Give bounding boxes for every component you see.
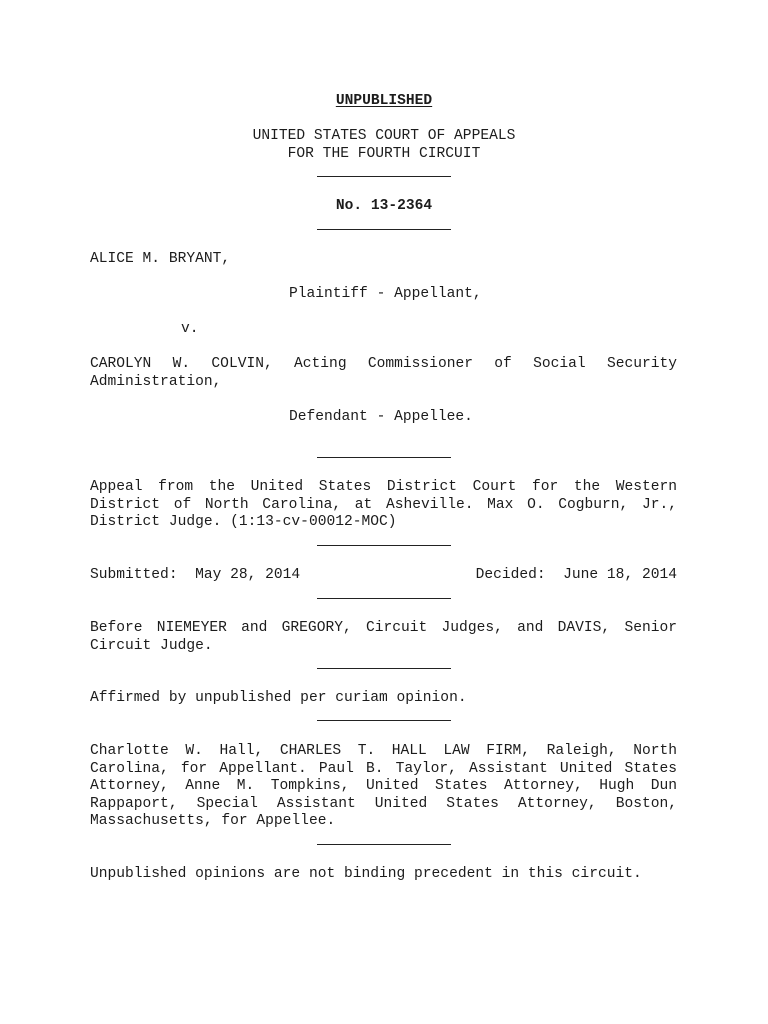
divider-rule <box>317 668 451 669</box>
counsel-line: Charlotte W. Hall, CHARLES T. HALL LAW FIRM, Raleigh, North <box>90 743 677 759</box>
appeal-line: District of North Carolina, at Asheville. Max O. Cogburn, Jr., <box>90 496 677 513</box>
court-name-line1: UNITED STATES COURT OF APPEALS <box>252 128 516 144</box>
appeal-line: District Judge. (1:13-cv-00012-MOC) <box>90 514 397 531</box>
divider-rule <box>317 457 451 458</box>
appeal-line: Appeal from the United States District Court for the Western <box>90 479 677 495</box>
divider-rule <box>317 598 451 599</box>
defendant-line: CAROLYN W. COLVIN, Acting Commissioner of Social Security <box>90 356 677 372</box>
counsel-line: Carolina, for Appellant. Paul B. Taylor, Assistant United States <box>90 760 677 777</box>
counsel-line: Attorney, Anne M. Tompkins, United States Attorney, Hugh Dun <box>90 778 677 795</box>
panel-paragraph <box>90 620 677 655</box>
precedent-note: Unpublished opinions are not binding precedent in this circuit. <box>90 866 642 882</box>
counsel-line: Massachusetts, for Appellee. <box>90 813 336 830</box>
defendant-name <box>90 356 677 391</box>
dates-row <box>90 567 677 585</box>
disposition: Affirmed by unpublished per curiam opinion. <box>90 690 467 706</box>
plaintiff-name: ALICE M. BRYANT, <box>90 251 231 267</box>
court-name-line2: FOR THE FOURTH CIRCUIT <box>287 146 481 162</box>
submitted-date: Submitted: May 28, 2014 <box>90 567 301 583</box>
plaintiff-role: Plaintiff - Appellant, <box>289 286 482 302</box>
panel-line: Before NIEMEYER and GREGORY, Circuit Judges, and DAVIS, Senior <box>90 620 677 636</box>
unpublished-heading: UNPUBLISHED <box>335 93 433 109</box>
case-number: No. 13-2364 <box>335 198 433 214</box>
divider-rule <box>317 229 451 230</box>
appeal-paragraph <box>90 479 677 532</box>
divider-rule <box>317 720 451 721</box>
divider-rule <box>317 176 451 177</box>
defendant-line: Administration, <box>90 373 222 390</box>
versus: v. <box>181 321 199 337</box>
defendant-role: Defendant - Appellee. <box>289 409 473 425</box>
decided-date: Decided: June 18, 2014 <box>475 567 677 583</box>
divider-rule <box>317 844 451 845</box>
counsel-line: Rappaport, Special Assistant United States Attorney, Boston, <box>90 795 677 812</box>
counsel-paragraph <box>90 743 677 831</box>
panel-line: Circuit Judge. <box>90 637 213 654</box>
divider-rule <box>317 545 451 546</box>
